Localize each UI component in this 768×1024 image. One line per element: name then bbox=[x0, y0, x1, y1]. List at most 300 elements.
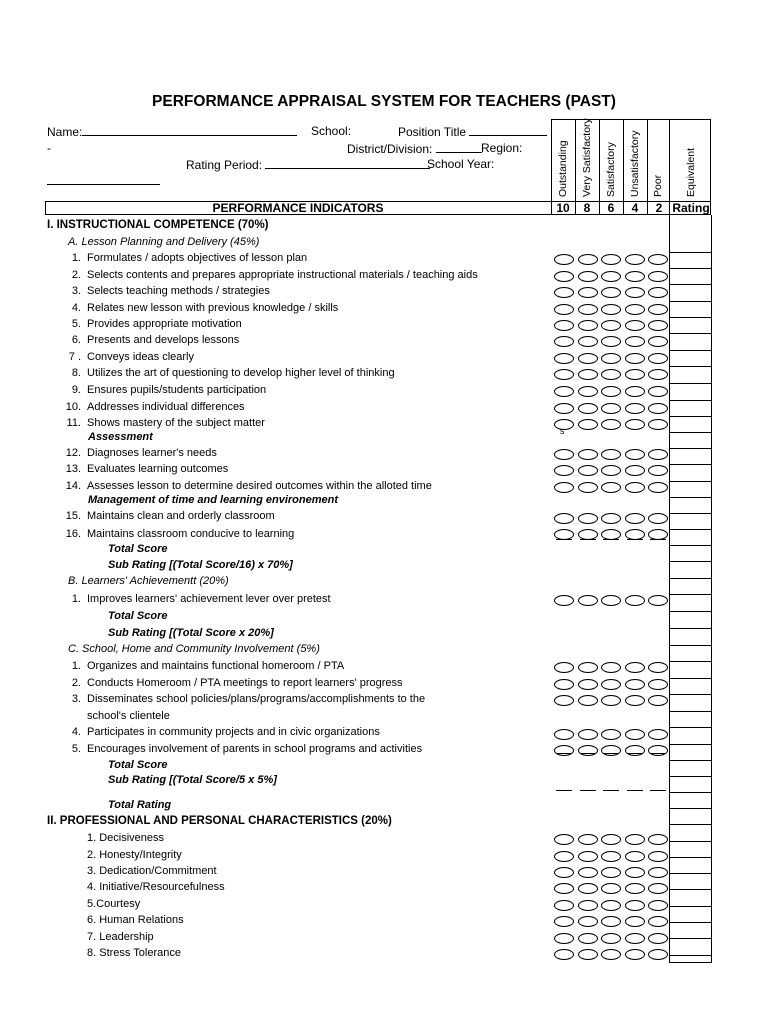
rating-bubble-8[interactable] bbox=[578, 403, 598, 414]
rating-bubble-10[interactable] bbox=[554, 595, 574, 606]
rating-bubble-6[interactable] bbox=[601, 867, 621, 878]
rating-bubble-8[interactable] bbox=[578, 595, 598, 606]
rating-bubble-10[interactable] bbox=[554, 513, 574, 524]
rating-bubble-row bbox=[554, 916, 670, 928]
blank-dash bbox=[650, 539, 666, 540]
list-item: 3. Selects teaching methods / strategies bbox=[71, 285, 270, 297]
rating-cell-line bbox=[670, 529, 711, 530]
district-blank bbox=[436, 141, 482, 153]
list-item: 2. Selects contents and prepares appropriate instructional materials / teaching aids bbox=[71, 269, 478, 281]
rating-cell-line bbox=[670, 545, 711, 546]
list-item: 11. Shows mastery of the subject matter bbox=[66, 417, 265, 429]
rating-cell-line bbox=[670, 841, 711, 842]
blank-dash bbox=[603, 790, 619, 791]
list-item: 9. Ensures pupils/students participation bbox=[71, 384, 267, 396]
blank-dash bbox=[650, 790, 666, 791]
blank-dash bbox=[650, 753, 666, 754]
dash-mark: - bbox=[47, 141, 51, 155]
rating-bubble-4[interactable] bbox=[625, 851, 645, 862]
rating-bubble-2[interactable] bbox=[648, 695, 668, 706]
section-2-title: II. PROFESSIONAL AND PERSONAL CHARACTERISTICS (20%) bbox=[47, 815, 392, 827]
list-item: 16. Maintains classroom conducive to learning bbox=[65, 528, 295, 540]
rating-bubble-6[interactable] bbox=[601, 595, 621, 606]
rating-bubble-2[interactable] bbox=[648, 851, 668, 862]
list-item: 2. Honesty/Integrity bbox=[87, 849, 182, 861]
rating-bubble-6[interactable] bbox=[601, 403, 621, 414]
blank-dash bbox=[627, 539, 643, 540]
rating-bubble-4[interactable] bbox=[625, 336, 645, 347]
rating-bubble-4[interactable] bbox=[625, 695, 645, 706]
rating-bubble-10[interactable] bbox=[554, 449, 574, 460]
rating-cell-line bbox=[670, 889, 711, 890]
list-item: 7 . Conveys ideas clearly bbox=[68, 351, 194, 363]
rating-bubble-8[interactable] bbox=[578, 336, 598, 347]
rating-scale-header bbox=[551, 119, 711, 201]
rating-bubble-8[interactable] bbox=[578, 916, 598, 927]
rating-bubble-row bbox=[554, 465, 670, 477]
rating-bubble-10[interactable] bbox=[554, 482, 574, 493]
rating-bubble-2[interactable] bbox=[648, 419, 668, 430]
list-item: 5. Provides appropriate motivation bbox=[71, 318, 242, 330]
rating-bubble-2[interactable] bbox=[648, 336, 668, 347]
rating-bubble-10[interactable] bbox=[554, 851, 574, 862]
column-divider bbox=[669, 120, 670, 201]
rating-bubble-2[interactable] bbox=[648, 595, 668, 606]
blank-dash bbox=[580, 790, 596, 791]
rating-bubble-row bbox=[554, 304, 670, 316]
rating-cell-line bbox=[670, 383, 711, 384]
sub-rating-c: Sub Rating [(Total Score/5 x 5%] bbox=[108, 774, 277, 786]
total-score-c: Total Score bbox=[108, 759, 168, 771]
rating-bubble-2[interactable] bbox=[648, 465, 668, 476]
rating-bubble-2[interactable] bbox=[648, 883, 668, 894]
position-title-blank bbox=[469, 124, 547, 136]
rating-bubble-6[interactable] bbox=[601, 287, 621, 298]
rating-period-blank bbox=[265, 157, 430, 169]
list-item: 2. Conducts Homeroom / PTA meetings to report learners' progress bbox=[71, 677, 403, 689]
rating-bubble-4[interactable] bbox=[625, 883, 645, 894]
rating-cell-line bbox=[670, 628, 711, 629]
rating-bubble-2[interactable] bbox=[648, 304, 668, 315]
rating-bubble-6[interactable] bbox=[601, 419, 621, 430]
rating-cell-line bbox=[670, 760, 711, 761]
rating-bubble-10[interactable] bbox=[554, 679, 574, 690]
list-item: 10. Addresses individual differences bbox=[65, 401, 245, 413]
rating-bubble-row bbox=[554, 851, 670, 863]
sub-rating-b: Sub Rating [(Total Score x 20%] bbox=[108, 627, 274, 639]
rating-bubble-row bbox=[554, 662, 670, 674]
rating-bubble-8[interactable] bbox=[578, 320, 598, 331]
total-score-b: Total Score bbox=[108, 610, 168, 622]
rating-cell-line bbox=[670, 808, 711, 809]
rating-cell-line bbox=[670, 333, 711, 334]
list-item: 15. Maintains clean and orderly classroom bbox=[65, 510, 275, 522]
dash-row bbox=[554, 745, 670, 757]
list-item: 8. Utilizes the art of questioning to develop higher level of thinking bbox=[71, 367, 395, 379]
rating-bubble-4[interactable] bbox=[625, 933, 645, 944]
rating-bubble-8[interactable] bbox=[578, 834, 598, 845]
rating-bubble-10[interactable] bbox=[554, 949, 574, 960]
name-field[interactable] bbox=[47, 124, 297, 139]
column-divider bbox=[599, 120, 600, 201]
rating-cell-line bbox=[670, 694, 711, 695]
rating-bubble-4[interactable] bbox=[625, 419, 645, 430]
rating-bubble-6[interactable] bbox=[601, 254, 621, 265]
rating-cell-line bbox=[670, 464, 711, 465]
rating-bubble-10[interactable] bbox=[554, 353, 574, 364]
list-item: 4. Relates new lesson with previous knowledge / skills bbox=[71, 302, 339, 314]
rating-bubble-6[interactable] bbox=[601, 386, 621, 397]
list-item: 4. Initiative/Resourcefulness bbox=[87, 881, 225, 893]
dash-row bbox=[554, 531, 670, 543]
rating-bubble-2[interactable] bbox=[648, 482, 668, 493]
rating-cell-line bbox=[670, 481, 711, 482]
column-divider bbox=[575, 120, 576, 201]
rating-bubble-8[interactable] bbox=[578, 695, 598, 706]
list-item: 6. Human Relations bbox=[87, 914, 184, 926]
rating-bubble-10[interactable] bbox=[554, 304, 574, 315]
stray-mark: s bbox=[560, 426, 565, 436]
rating-period-label: Rating Period: bbox=[186, 158, 263, 172]
list-item: 1. Organizes and maintains functional homeroom / PTA bbox=[71, 660, 345, 672]
rating-cell-line bbox=[670, 711, 711, 712]
list-item: 1. Improves learners' achievement lever over pretest bbox=[71, 593, 331, 605]
total-score-a: Total Score bbox=[108, 543, 168, 555]
rating-cell-line bbox=[670, 727, 711, 728]
rating-bubble-4[interactable] bbox=[625, 729, 645, 740]
rating-bubble-8[interactable] bbox=[578, 900, 598, 911]
rating-bubble-8[interactable] bbox=[578, 933, 598, 944]
rating-bubble-6[interactable] bbox=[601, 695, 621, 706]
rating-bubble-6[interactable] bbox=[601, 851, 621, 862]
rating-cell-line bbox=[670, 513, 711, 514]
rating-bubble-10[interactable] bbox=[554, 254, 574, 265]
rating-bubble-8[interactable] bbox=[578, 465, 598, 476]
rating-bubble-row bbox=[554, 419, 670, 431]
school-label: School: bbox=[311, 124, 352, 138]
blank-dash bbox=[603, 539, 619, 540]
performance-indicators-bar bbox=[45, 201, 711, 215]
rating-cell-line bbox=[670, 955, 711, 956]
rating-bubble-10[interactable] bbox=[554, 369, 574, 380]
rating-bubble-4[interactable] bbox=[625, 353, 645, 364]
rating-cell-line bbox=[670, 857, 711, 858]
school-year-blank[interactable] bbox=[47, 184, 160, 185]
rating-bubble-row bbox=[554, 867, 670, 879]
rating-bubble-row bbox=[554, 695, 670, 707]
rating-bubble-8[interactable] bbox=[578, 883, 598, 894]
rating-bubble-10[interactable] bbox=[554, 287, 574, 298]
rating-bubble-row bbox=[554, 369, 670, 381]
rating-bubble-10[interactable] bbox=[554, 883, 574, 894]
rating-bubble-2[interactable] bbox=[648, 867, 668, 878]
rating-bubble-4[interactable] bbox=[625, 595, 645, 606]
rating-bubble-row bbox=[554, 320, 670, 332]
rating-bubble-4[interactable] bbox=[625, 900, 645, 911]
list-item: 13. Evaluates learning outcomes bbox=[65, 463, 229, 475]
rating-cell-line bbox=[670, 922, 711, 923]
col-outstanding: Outstanding bbox=[557, 140, 569, 197]
rating-bubble-8[interactable] bbox=[578, 419, 598, 430]
col-equivalent: Equivalent bbox=[685, 147, 697, 197]
rating-bubble-8[interactable] bbox=[578, 867, 598, 878]
rating-cell-line bbox=[670, 448, 711, 449]
rating-bubble-row bbox=[554, 595, 670, 607]
rating-bubble-4[interactable] bbox=[625, 386, 645, 397]
rating-bubble-4[interactable] bbox=[625, 304, 645, 315]
rating-cell-line bbox=[670, 873, 711, 874]
col-satisfactory: Satisfactory bbox=[605, 142, 617, 197]
rating-bubble-2[interactable] bbox=[648, 287, 668, 298]
rating-bubble-8[interactable] bbox=[578, 513, 598, 524]
school-year-label: School Year: bbox=[427, 157, 495, 171]
rating-bubble-2[interactable] bbox=[648, 949, 668, 960]
rating-bubble-4[interactable] bbox=[625, 916, 645, 927]
rating-bubble-row bbox=[554, 729, 670, 741]
list-item: 5. Encourages involvement of parents in school programs and activities bbox=[71, 743, 423, 755]
rating-bubble-6[interactable] bbox=[601, 449, 621, 460]
rating-bubble-6[interactable] bbox=[601, 900, 621, 911]
rating-bubble-8[interactable] bbox=[578, 949, 598, 960]
col-very-satisfactory: Very Satisfactory bbox=[581, 118, 593, 197]
rating-bubble-8[interactable] bbox=[578, 449, 598, 460]
rating-bubble-4[interactable] bbox=[625, 834, 645, 845]
name-blank bbox=[82, 124, 297, 136]
rating-bubble-4[interactable] bbox=[625, 482, 645, 493]
rating-bubble-2[interactable] bbox=[648, 403, 668, 414]
list-item: 6. Presents and develops lessons bbox=[71, 334, 240, 346]
rating-bubble-10[interactable] bbox=[554, 465, 574, 476]
rating-bubble-2[interactable] bbox=[648, 369, 668, 380]
assessment-label: Assessment bbox=[88, 431, 153, 443]
rating-bubble-8[interactable] bbox=[578, 353, 598, 364]
rating-bubble-10[interactable] bbox=[554, 834, 574, 845]
rating-cell-line bbox=[670, 416, 711, 417]
performance-indicators-title: PERFORMANCE INDICATORS bbox=[212, 201, 384, 215]
rating-bubble-row bbox=[554, 900, 670, 912]
rating-bubble-6[interactable] bbox=[601, 465, 621, 476]
rating-bubble-6[interactable] bbox=[601, 679, 621, 690]
rating-cell-line bbox=[670, 350, 711, 351]
rating-bubble-10[interactable] bbox=[554, 403, 574, 414]
rating-bubble-6[interactable] bbox=[601, 304, 621, 315]
rating-bubble-row bbox=[554, 353, 670, 365]
rating-bubble-2[interactable] bbox=[648, 353, 668, 364]
rating-bubble-row bbox=[554, 513, 670, 525]
list-item: school's clientele bbox=[87, 710, 170, 722]
rating-bubble-2[interactable] bbox=[648, 320, 668, 331]
blank-dash bbox=[556, 753, 572, 754]
list-item: 14. Assesses lesson to determine desired outcomes within the alloted time bbox=[65, 480, 432, 492]
rating-bubble-row bbox=[554, 883, 670, 895]
rating-cell-line bbox=[670, 317, 711, 318]
rating-cell-line bbox=[670, 497, 711, 498]
rating-bubble-2[interactable] bbox=[648, 254, 668, 265]
rating-bubble-2[interactable] bbox=[648, 916, 668, 927]
rating-bubble-4[interactable] bbox=[625, 369, 645, 380]
rating-bubble-10[interactable] bbox=[554, 662, 574, 673]
rating-bubble-2[interactable] bbox=[648, 679, 668, 690]
list-item: 1. Formulates / adopts objectives of lesson plan bbox=[71, 252, 308, 264]
rating-cell-line bbox=[670, 268, 711, 269]
rating-bubble-6[interactable] bbox=[601, 949, 621, 960]
rating-bubble-4[interactable] bbox=[625, 949, 645, 960]
rating-bubble-4[interactable] bbox=[625, 679, 645, 690]
subsection-c-title: C. School, Home and Community Involvement (5%) bbox=[68, 643, 320, 655]
rating-bubble-2[interactable] bbox=[648, 513, 668, 524]
name-label: Name: bbox=[47, 125, 83, 139]
rating-bubble-10[interactable] bbox=[554, 320, 574, 331]
rating-bubble-6[interactable] bbox=[601, 482, 621, 493]
rating-cell-line bbox=[670, 594, 711, 595]
rating-bubble-4[interactable] bbox=[625, 403, 645, 414]
rating-bubble-2[interactable] bbox=[648, 449, 668, 460]
district-label: District/Division: bbox=[347, 142, 433, 156]
rating-bubble-8[interactable] bbox=[578, 679, 598, 690]
rating-bubble-row bbox=[554, 386, 670, 398]
rating-bubble-8[interactable] bbox=[578, 386, 598, 397]
rating-cell-line bbox=[670, 792, 711, 793]
rating-bubble-6[interactable] bbox=[601, 883, 621, 894]
rating-bubble-10[interactable] bbox=[554, 419, 574, 430]
list-item: 1. Decisiveness bbox=[87, 832, 165, 844]
rating-cell-line bbox=[670, 645, 711, 646]
management-label: Management of time and learning environement bbox=[88, 494, 338, 506]
rating-cell-line bbox=[670, 611, 711, 612]
rating-bubble-4[interactable] bbox=[625, 465, 645, 476]
rating-cell-line bbox=[670, 432, 711, 433]
rating-bubble-row bbox=[554, 949, 670, 961]
rating-period-field[interactable] bbox=[186, 157, 430, 172]
rating-bubble-6[interactable] bbox=[601, 662, 621, 673]
rating-bubble-6[interactable] bbox=[601, 336, 621, 347]
rating-bubble-10[interactable] bbox=[554, 916, 574, 927]
rating-bubble-2[interactable] bbox=[648, 729, 668, 740]
rating-bubble-2[interactable] bbox=[648, 271, 668, 282]
rating-column bbox=[669, 215, 712, 963]
rating-bubble-10[interactable] bbox=[554, 900, 574, 911]
rating-bubble-4[interactable] bbox=[625, 287, 645, 298]
column-divider bbox=[647, 120, 648, 201]
rating-bubble-4[interactable] bbox=[625, 254, 645, 265]
rating-bubble-row bbox=[554, 403, 670, 415]
rating-bubble-8[interactable] bbox=[578, 287, 598, 298]
rating-bubble-4[interactable] bbox=[625, 271, 645, 282]
blank-dash bbox=[603, 753, 619, 754]
rating-cell-line bbox=[670, 744, 711, 745]
rating-bubble-6[interactable] bbox=[601, 834, 621, 845]
subsection-a-title: A. Lesson Planning and Delivery (45%) bbox=[68, 236, 260, 248]
rating-bubble-2[interactable] bbox=[648, 900, 668, 911]
page-title: PERFORMANCE APPRAISAL SYSTEM FOR TEACHERS (PAST) bbox=[152, 93, 616, 110]
rating-bubble-6[interactable] bbox=[601, 320, 621, 331]
rating-bubble-row bbox=[554, 287, 670, 299]
rating-cell-line bbox=[670, 284, 711, 285]
rating-bubble-row bbox=[554, 254, 670, 266]
rating-bubble-10[interactable] bbox=[554, 695, 574, 706]
rating-bubble-2[interactable] bbox=[648, 834, 668, 845]
rating-bubble-6[interactable] bbox=[601, 729, 621, 740]
list-item: 3. Dedication/Commitment bbox=[87, 865, 217, 877]
rating-bubble-4[interactable] bbox=[625, 320, 645, 331]
scale-value-6: 6 bbox=[607, 201, 615, 215]
rating-bubble-10[interactable] bbox=[554, 867, 574, 878]
rating-bubble-8[interactable] bbox=[578, 254, 598, 265]
rating-bubble-8[interactable] bbox=[578, 271, 598, 282]
total-rating-label: Total Rating bbox=[108, 799, 172, 811]
rating-bubble-row bbox=[554, 482, 670, 494]
rating-cell-line bbox=[670, 906, 711, 907]
blank-dash bbox=[580, 753, 596, 754]
rating-bubble-6[interactable] bbox=[601, 353, 621, 364]
scale-value-10: 10 bbox=[556, 201, 570, 215]
district-field[interactable] bbox=[347, 141, 482, 156]
rating-bubble-8[interactable] bbox=[578, 482, 598, 493]
rating-bubble-4[interactable] bbox=[625, 449, 645, 460]
rating-bubble-6[interactable] bbox=[601, 916, 621, 927]
rating-cell-line bbox=[670, 776, 711, 777]
list-item: 5.Courtesy bbox=[87, 898, 141, 910]
rating-bubble-8[interactable] bbox=[578, 369, 598, 380]
rating-bubble-row bbox=[554, 933, 670, 945]
rating-cell-line bbox=[670, 366, 711, 367]
blank-dash bbox=[580, 539, 596, 540]
rating-bubble-10[interactable] bbox=[554, 729, 574, 740]
rating-bubble-4[interactable] bbox=[625, 513, 645, 524]
rating-bubble-8[interactable] bbox=[578, 729, 598, 740]
rating-bubble-10[interactable] bbox=[554, 386, 574, 397]
rating-bubble-2[interactable] bbox=[648, 933, 668, 944]
rating-bubble-6[interactable] bbox=[601, 933, 621, 944]
dash-row bbox=[554, 782, 670, 794]
rating-bubble-10[interactable] bbox=[554, 933, 574, 944]
sub-rating-a: Sub Rating [(Total Score/16) x 70%] bbox=[108, 559, 293, 571]
position-title-field[interactable] bbox=[398, 124, 547, 139]
rating-bubble-4[interactable] bbox=[625, 662, 645, 673]
rating-bubble-6[interactable] bbox=[601, 513, 621, 524]
blank-dash bbox=[556, 539, 572, 540]
list-item: 3. Disseminates school policies/plans/programs/accomplishments to the bbox=[71, 693, 426, 705]
list-item: 4. Participates in community projects and in civic organizations bbox=[71, 726, 380, 738]
rating-bubble-10[interactable] bbox=[554, 336, 574, 347]
rating-bubble-2[interactable] bbox=[648, 662, 668, 673]
col-unsatisfactory: Unsatisfactory bbox=[629, 130, 641, 197]
subsection-b-title: B. Learners' Achievementt (20%) bbox=[68, 575, 229, 587]
rating-cell-line bbox=[670, 661, 711, 662]
rating-bubble-4[interactable] bbox=[625, 867, 645, 878]
list-item: 12. Diagnoses learner's needs bbox=[65, 447, 217, 459]
region-label: Region: bbox=[481, 141, 523, 155]
rating-cell-line bbox=[670, 938, 711, 939]
rating-bubble-2[interactable] bbox=[648, 386, 668, 397]
rating-cell-line bbox=[670, 400, 711, 401]
list-item: 8. Stress Tolerance bbox=[87, 947, 181, 959]
list-item: 7. Leadership bbox=[87, 931, 154, 943]
rating-bubble-10[interactable] bbox=[554, 271, 574, 282]
rating-bubble-8[interactable] bbox=[578, 851, 598, 862]
rating-cell-line bbox=[670, 561, 711, 562]
scale-value-8: 8 bbox=[583, 201, 591, 215]
blank-dash bbox=[627, 790, 643, 791]
rating-bubble-8[interactable] bbox=[578, 304, 598, 315]
scale-value-4: 4 bbox=[631, 201, 639, 215]
rating-bubble-row bbox=[554, 449, 670, 461]
rating-bubble-6[interactable] bbox=[601, 271, 621, 282]
rating-bubble-8[interactable] bbox=[578, 662, 598, 673]
rating-cell-line bbox=[670, 824, 711, 825]
scale-value-2: 2 bbox=[655, 201, 663, 215]
rating-bubble-6[interactable] bbox=[601, 369, 621, 380]
